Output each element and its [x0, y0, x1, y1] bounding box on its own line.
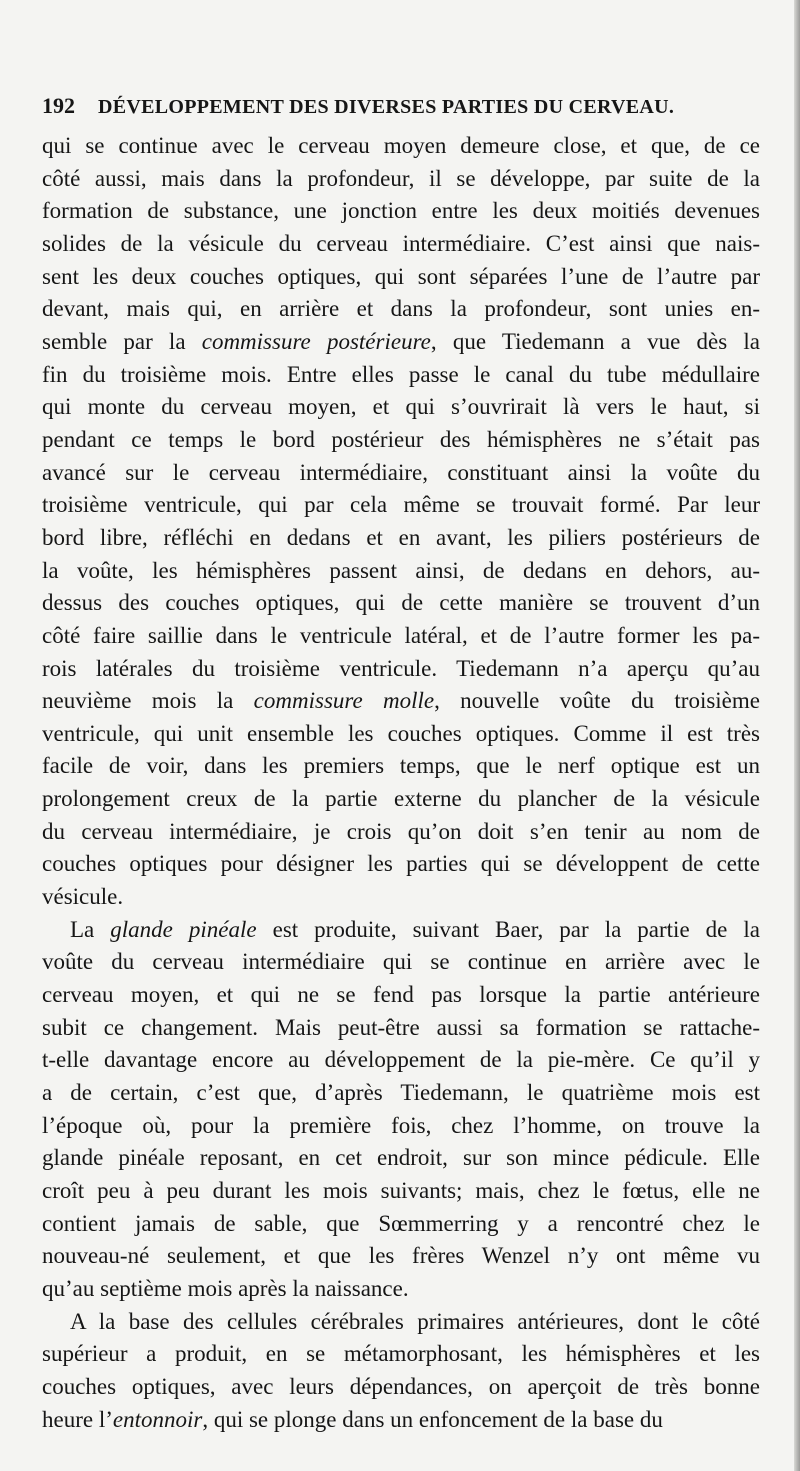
running-header — [42, 92, 742, 120]
body-text — [42, 130, 760, 1436]
text-line: ventricule, qui unit ensemble les couches optiques. Comme il est très — [42, 720, 760, 746]
text-line: troisième ventricule, qui par cela même se trouvait formé. Par leur — [42, 492, 760, 518]
text-line: dessus des couches optiques, qui de cette manière se trouvent d’un — [42, 590, 760, 616]
emphasized-term: glande pinéale — [110, 916, 257, 942]
text-line: l’époque où, pour la première fois, chez l’homme, on trouve la — [42, 1112, 760, 1138]
text-line: la voûte, les hémisphères passent ainsi, de dedans en dehors, au- — [42, 557, 760, 583]
text-line: t-elle davantage encore au développement de la pie-mère. Ce qu’il y — [42, 1047, 760, 1073]
text-line: formation de substance, une jonction entre les deux moitiés devenues — [42, 198, 760, 224]
text-line: a de certain, c’est que, d’après Tiedemann, le quatrième mois est — [42, 1080, 760, 1106]
text-line: A la base des cellules cérébrales primaires antérieures, dont le côté — [70, 1308, 760, 1334]
text-line: semble par la commissure postérieure, que Tiedemann a vue dès la — [42, 328, 760, 354]
emphasized-term: entonnoir — [112, 1406, 203, 1432]
text-line: qui monte du cerveau moyen, et qui s’ouvrirait là vers le haut, si — [42, 394, 760, 420]
paragraph — [42, 1306, 760, 1437]
text-line: qui se continue avec le cerveau moyen demeure close, et que, de ce — [42, 133, 760, 158]
text-line: côté faire saillie dans le ventricule latéral, et de l’autre former les pa- — [42, 622, 760, 648]
text-line: sent les deux couches optiques, qui sont séparées l’une de l’autre par — [42, 263, 760, 289]
emphasized-term: commissure postérieure — [201, 328, 431, 354]
text-line: voûte du cerveau intermédiaire qui se continue en arrière avec le — [42, 949, 760, 975]
paragraph — [42, 130, 760, 914]
text-line: du cerveau intermédiaire, je crois qu’on doit s’en tenir au nom de — [42, 818, 760, 844]
text-line: contient jamais de sable, que Sœmmerring y a rencontré chez le — [42, 1210, 760, 1236]
text-line: couches optiques pour désigner les parties qui se développent de cette — [42, 851, 760, 877]
text-line: nouveau-né seulement, et que les frères Wenzel n’y ont même vu — [42, 1243, 760, 1269]
text-line: neuvième mois la commissure molle, nouvelle voûte du troisième — [42, 688, 760, 714]
text-line: prolongement creux de la partie externe du plancher de la vésicule — [42, 786, 760, 812]
text-line: La glande pinéale est produite, suivant Baer, par la partie de la — [70, 916, 760, 942]
page-number: 192 — [42, 93, 75, 118]
text-line: supérieur a produit, en se métamorphosant, les hémisphères et les — [42, 1341, 760, 1367]
page-edge — [794, 0, 800, 1471]
text-line: pendant ce temps le bord postérieur des hémisphères ne s’était pas — [42, 426, 760, 452]
text-line: vésicule. — [42, 884, 124, 910]
text-line: bord libre, réfléchi en dedans et en avant, les piliers postérieurs de — [42, 524, 760, 550]
text-line: croît peu à peu durant les mois suivants; mais, chez le fœtus, elle ne — [42, 1178, 760, 1203]
text-line: subit ce changement. Mais peut-être aussi sa formation se rattache- — [42, 1014, 760, 1040]
text-line: couches optiques, avec leurs dépendances, on aperçoit de très bonne — [42, 1373, 760, 1399]
text-line: rois latérales du troisième ventricule. Tiedemann n’a aperçu qu’au — [42, 655, 760, 681]
text-line: glande pinéale reposant, en cet endroit, sur son mince pédicule. Elle — [42, 1145, 760, 1171]
text-line: qu’au septième mois après la naissance. — [42, 1275, 409, 1301]
text-line: côté aussi, mais dans la profondeur, il se développe, par suite de la — [42, 165, 760, 191]
emphasized-term: commissure molle — [253, 688, 435, 714]
text-line: fin du troisième mois. Entre elles passe le canal du tube médullaire — [42, 361, 760, 387]
text-line: avancé sur le cerveau intermédiaire, constituant ainsi la voûte du — [42, 459, 760, 485]
paragraph — [42, 914, 760, 1306]
text-line: devant, mais qui, en arrière et dans la profondeur, sont unies en- — [42, 296, 760, 322]
text-line: heure l’entonnoir, qui se plonge dans un enfoncement de la base du — [42, 1406, 663, 1432]
text-line: solides de la vésicule du cerveau intermédiaire. C’est ainsi que nais- — [42, 230, 760, 256]
text-line: cerveau moyen, et qui ne se fend pas lorsque la partie antérieure — [42, 982, 760, 1008]
running-title: DÉVELOPPEMENT DES DIVERSES PARTIES DU CERVEAU. — [98, 96, 675, 118]
text-line: facile de voir, dans les premiers temps, que le nerf optique est un — [42, 753, 760, 779]
